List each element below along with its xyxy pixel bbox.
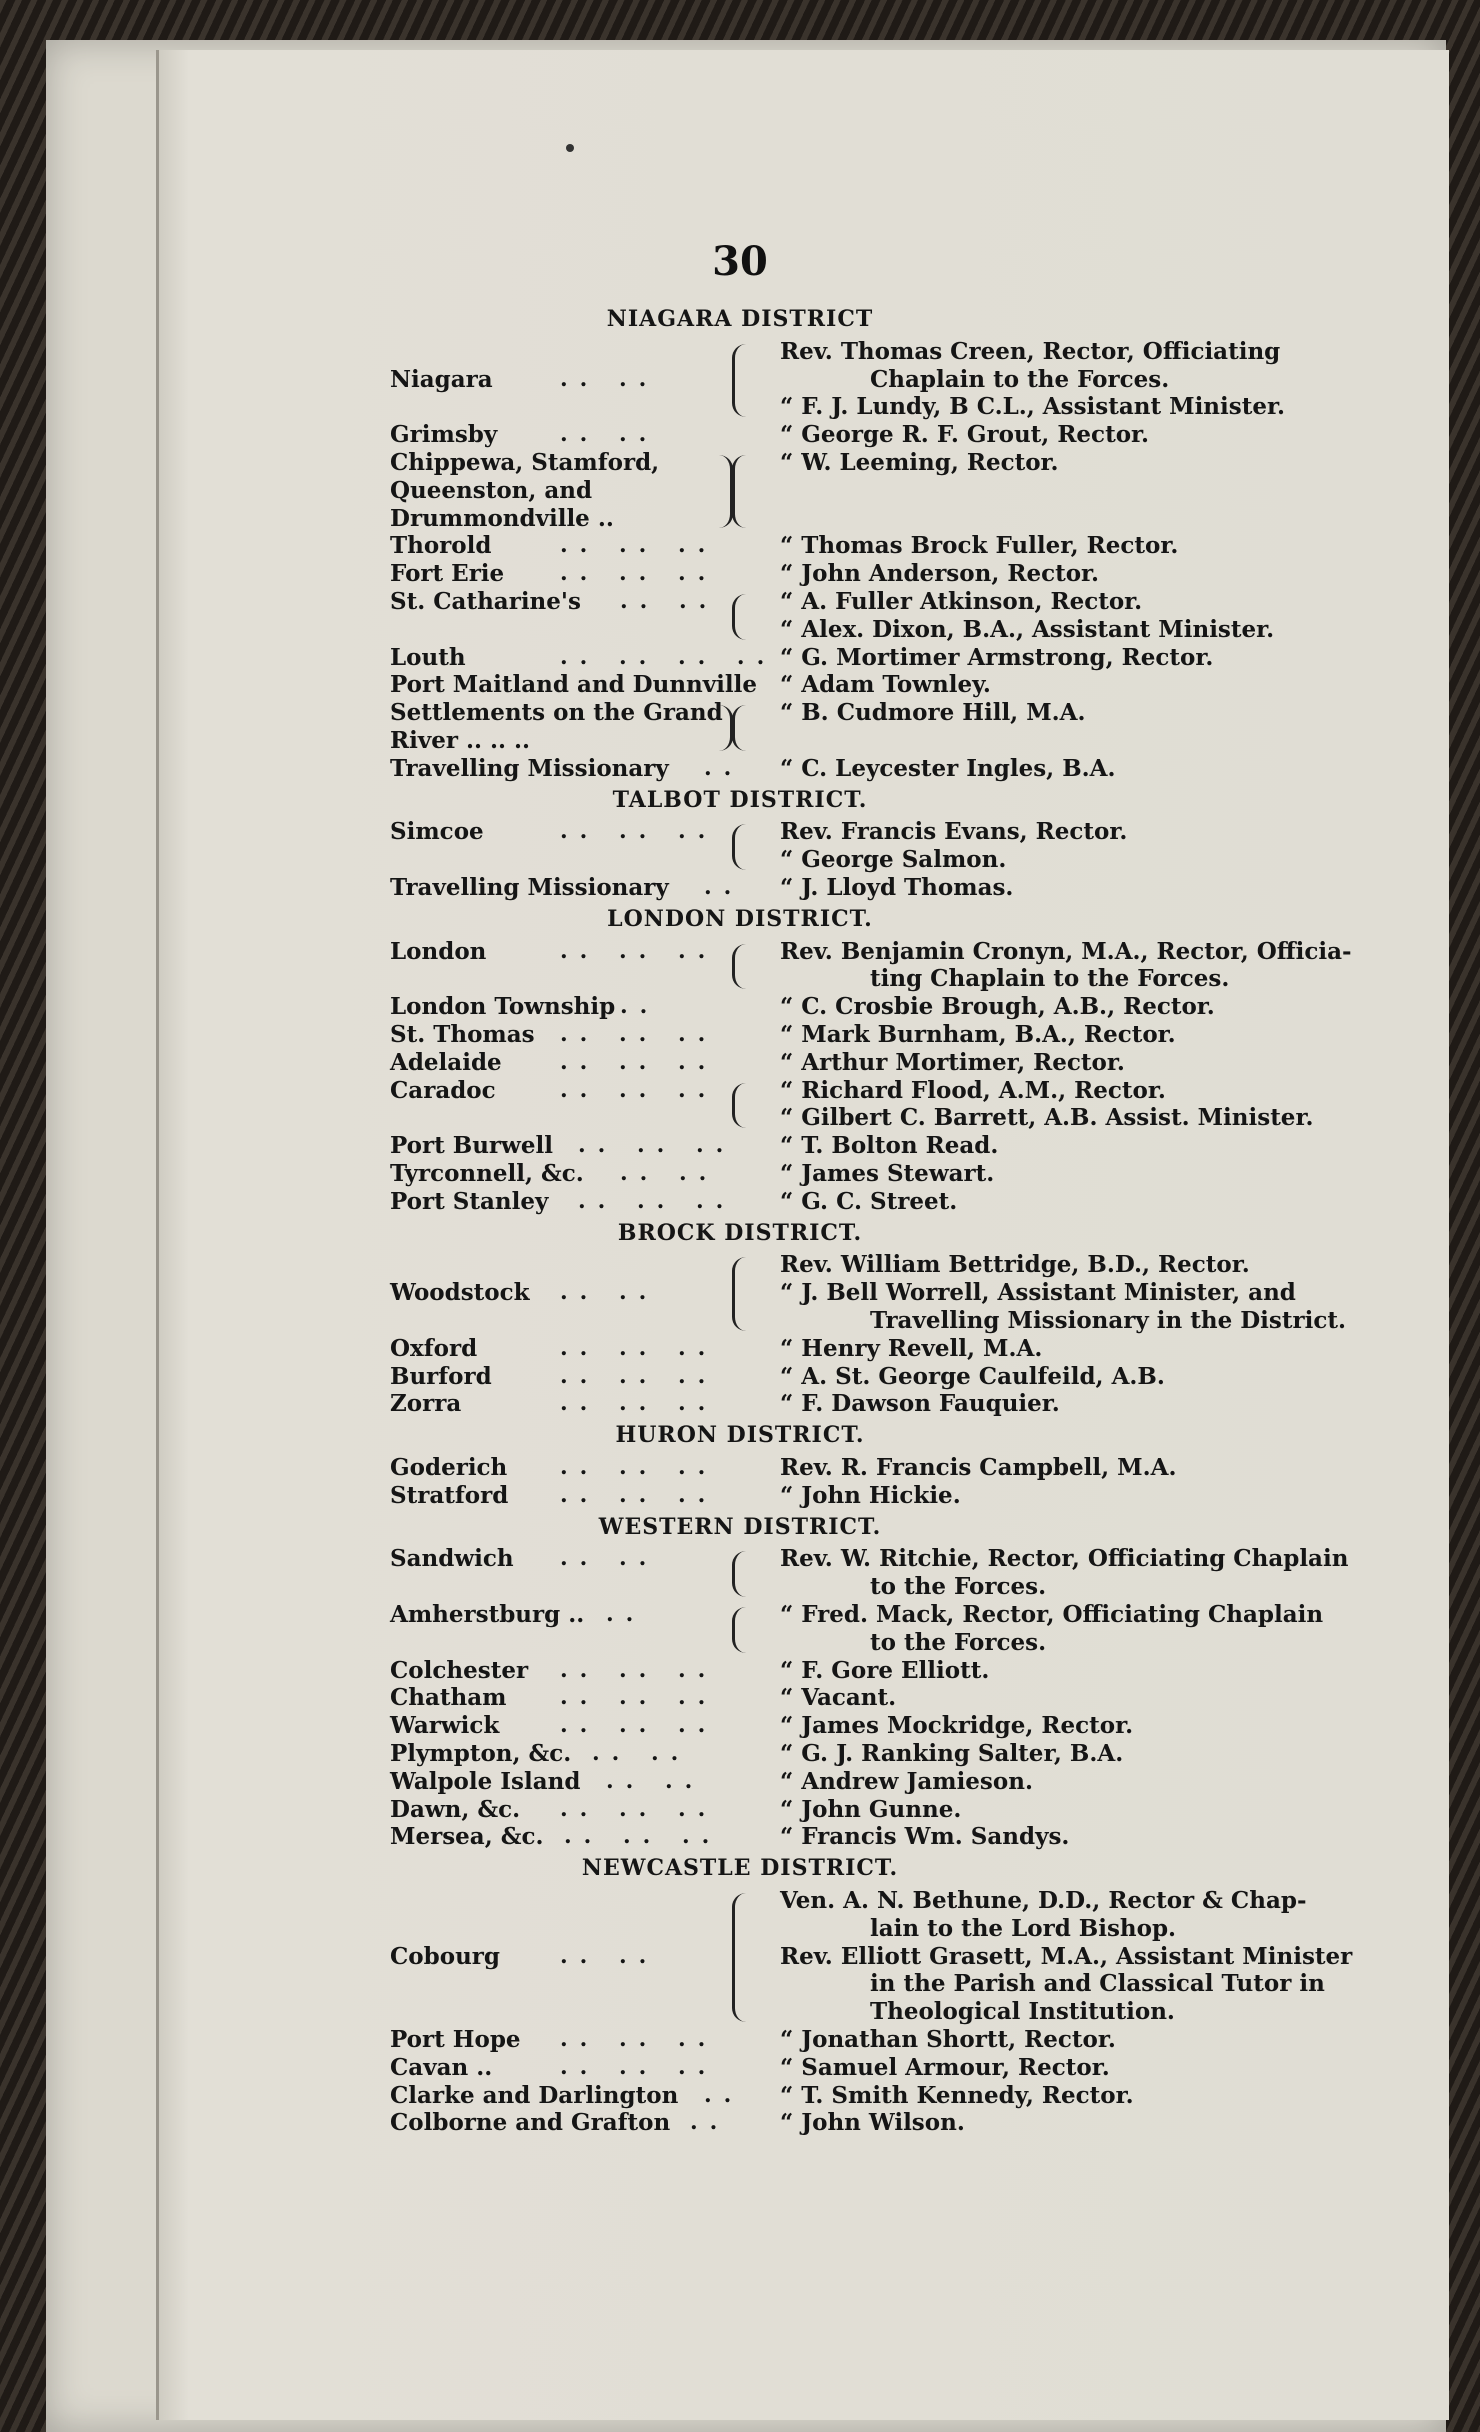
clergy-line: “ Richard Flood, A.M., Rector. [780, 1076, 1166, 1104]
leader-dots: .. .. .. [560, 1481, 718, 1508]
clergy-line: “ Arthur Mortimer, Rector. [780, 1048, 1125, 1076]
clergy-line: in the Parish and Classical Tutor in [870, 1970, 1325, 1998]
parish-name: Amherstburg .. [390, 1601, 585, 1628]
brace [716, 705, 733, 751]
parish-name: Dawn, &c. [390, 1795, 521, 1823]
clergy-line: “ Jonathan Shortt, Rector. [780, 2026, 1116, 2053]
leader-dots: .. [620, 993, 660, 1020]
parish-name: Sandwich [390, 1545, 514, 1573]
parish-name: Walpole Island [390, 1767, 581, 1795]
parish-name: Port Stanley [390, 1187, 549, 1215]
clergy-line: “ Andrew Jamieson. [780, 1767, 1033, 1795]
clergy-line: “ C. Crosbie Brough, A.B., Rector. [780, 993, 1215, 1021]
district-heading: TALBOT DISTRICT. [612, 786, 868, 813]
parish-name: Cavan .. [390, 2053, 493, 2081]
clergy-line: Ven. A. N. Bethune, D.D., Rector & Chap- [780, 1887, 1307, 1914]
clergy-line: “ James Mockridge, Rector. [780, 1712, 1134, 1740]
leader-dots: .. .. .. [560, 1362, 718, 1389]
leader-dots: .. .. .. [560, 1076, 718, 1103]
clergy-line: “ Samuel Armour, Rector. [780, 2053, 1110, 2081]
clergy-line: “ James Stewart. [780, 1160, 995, 1187]
parish-name: Fort Erie [390, 560, 505, 588]
clergy-line: “ W. Leeming, Rector. [780, 449, 1059, 476]
leader-dots: .. [690, 2109, 730, 2136]
district-heading: LONDON DISTRICT. [607, 905, 873, 932]
leader-dots: .. .. [560, 421, 659, 448]
leader-dots: .. .. .. [560, 560, 718, 587]
leader-dots: .. .. .. [560, 1454, 718, 1480]
leader-dots: .. .. [560, 1279, 659, 1306]
leader-dots: .. .. .. [560, 1021, 718, 1047]
clergy-line: Rev. William Bettridge, B.D., Rector. [780, 1251, 1250, 1279]
parish-name: St. Thomas [390, 1021, 535, 1048]
parish-name: Chippewa, Stamford, [390, 449, 660, 476]
clergy-line: ting Chaplain to the Forces. [870, 965, 1230, 993]
leader-dots: .. .. [620, 588, 719, 614]
clergy-line: “ J. Bell Worrell, Assistant Minister, and [780, 1279, 1296, 1307]
district-heading: NIAGARA DISTRICT [606, 306, 874, 332]
clergy-line: “ T. Bolton Read. [780, 1132, 999, 1160]
clergy-line: “ A. St. George Caulfeild, A.B. [780, 1362, 1165, 1390]
district-heading: WESTERN DISTRICT. [598, 1513, 882, 1540]
clergy-line: “ G. Mortimer Armstrong, Rector. [780, 643, 1214, 671]
parish-name: Port Hope [390, 2026, 521, 2053]
leader-dots: .. .. .. [560, 2026, 718, 2052]
parish-name: Louth [390, 643, 466, 671]
parish-name: St. Catharine's [390, 588, 581, 615]
clergy-line: “ Alex. Dixon, B.A., Assistant Minister. [780, 615, 1275, 643]
clergy-line: “ F. Gore Elliott. [780, 1656, 990, 1684]
leader-dots: .. .. [620, 1160, 719, 1186]
clergy-line: “ T. Smith Kennedy, Rector. [780, 2081, 1134, 2109]
clergy-line: “ John Wilson. [780, 2109, 965, 2137]
parish-name: Plympton, &c. [390, 1740, 572, 1767]
clergy-line: “ J. Lloyd Thomas. [780, 874, 1014, 901]
parish-name: Goderich [390, 1454, 508, 1481]
brace [732, 594, 749, 640]
clergy-line: “ F. J. Lundy, B C.L., Assistant Minister. [780, 393, 1285, 421]
leader-dots: .. .. .. [560, 818, 718, 845]
parish-name: Travelling Missionary [390, 754, 669, 782]
district-heading: HURON DISTRICT. [615, 1422, 865, 1449]
brace [732, 1607, 749, 1653]
clergy-line: “ Vacant. [780, 1684, 897, 1712]
parish-name: Oxford [390, 1334, 478, 1362]
leader-dots: .. [704, 754, 744, 781]
parish-name: Settlements on the Grand [390, 699, 723, 727]
leader-dots: .. .. [560, 365, 659, 392]
leader-dots: .. [606, 1601, 646, 1627]
parish-name: London Township [390, 993, 616, 1021]
clergy-line: Rev. Elliott Grasett, M.A., Assistant Minister [780, 1942, 1353, 1970]
clergy-line: “ Gilbert C. Barrett, A.B. Assist. Minister. [780, 1104, 1314, 1132]
parish-name: Caradoc [390, 1076, 496, 1104]
leader-dots: .. .. .. [560, 1048, 718, 1075]
parish-name: Tyrconnell, &c. [390, 1160, 584, 1187]
leader-dots: .. .. .. [560, 532, 718, 559]
leader-dots: .. .. .. [560, 1656, 718, 1683]
clergy-line: Rev. Francis Evans, Rector. [780, 818, 1128, 846]
clergy-line: Rev. Thomas Creen, Rector, Officiating [780, 337, 1281, 365]
clergy-line: Rev. Benjamin Cronyn, M.A., Rector, Officia- [780, 937, 1352, 965]
clergy-line: “ Mark Burnham, B.A., Rector. [780, 1021, 1176, 1048]
parish-name: Woodstock [390, 1279, 530, 1307]
brace [732, 1257, 749, 1330]
clergy-line: “ George R. F. Grout, Rector. [780, 421, 1150, 449]
parish-name: Niagara [390, 365, 493, 393]
leader-dots: .. .. .. [560, 1390, 718, 1417]
clergy-line: “ Francis Wm. Sandys. [780, 1823, 1070, 1851]
parish-name: Colborne and Grafton [390, 2109, 671, 2137]
parish-name: Travelling Missionary [390, 874, 669, 901]
clergy-line: “ C. Leycester Ingles, B.A. [780, 754, 1116, 782]
clergy-line: lain to the Lord Bishop. [870, 1914, 1177, 1942]
leader-dots: .. .. [606, 1767, 705, 1794]
parish-name: Stratford [390, 1481, 509, 1509]
parish-name: Cobourg [390, 1942, 500, 1970]
leader-dots: .. .. .. [560, 1795, 718, 1822]
clergy-line: Chaplain to the Forces. [870, 365, 1170, 393]
clergy-line: “ John Gunne. [780, 1795, 962, 1823]
leader-dots: .. .. .. [578, 1132, 736, 1159]
clergy-line: “ G. C. Street. [780, 1187, 958, 1215]
brace [732, 344, 749, 417]
clergy-line: Rev. W. Ritchie, Rector, Officiating Chaplain [780, 1545, 1349, 1573]
clergy-line: “ John Anderson, Rector. [780, 560, 1100, 588]
leader-dots: .. .. [560, 1942, 659, 1969]
parish-name: Port Maitland and Dunnville [390, 671, 757, 699]
clergy-line: “ Henry Revell, M.A. [780, 1334, 1043, 1362]
parish-name: Thorold [390, 532, 492, 560]
leader-dots: .. .. .. [560, 1684, 718, 1711]
district-heading: BROCK DISTRICT. [617, 1219, 863, 1246]
leader-dots: .. .. [560, 1545, 659, 1572]
parish-name: Port Burwell [390, 1132, 553, 1160]
brace [732, 824, 749, 870]
leader-dots: .. .. .. [560, 1712, 718, 1739]
clergy-line: Travelling Missionary in the District. [870, 1307, 1346, 1334]
parish-name: Clarke and Darlington [390, 2081, 679, 2109]
leader-dots: .. .. .. [578, 1187, 736, 1214]
brace [732, 1893, 749, 2022]
leader-dots: .. .. .. [564, 1823, 722, 1850]
brace [732, 944, 749, 990]
parish-name: Burford [390, 1362, 492, 1390]
parish-name: London [390, 937, 487, 965]
parish-name: River .. .. .. [390, 727, 531, 754]
page-number: 30 [712, 238, 768, 285]
leader-dots: .. .. .. [560, 1334, 718, 1361]
leader-dots: .. [704, 874, 744, 900]
parish-name: Queenston, and [390, 476, 593, 504]
parish-name: Mersea, &c. [390, 1823, 544, 1851]
parish-name: Adelaide [390, 1048, 502, 1076]
brace [716, 455, 733, 528]
leader-dots: .. [704, 2081, 744, 2108]
clergy-line: “ B. Cudmore Hill, M.A. [780, 699, 1086, 727]
clergy-line: to the Forces. [870, 1573, 1047, 1601]
clergy-line: “ G. J. Ranking Salter, B.A. [780, 1740, 1124, 1767]
parish-name: Grimsby [390, 421, 498, 449]
clergy-line: “ Thomas Brock Fuller, Rector. [780, 532, 1179, 560]
clergy-line: “ John Hickie. [780, 1481, 961, 1509]
clergy-line: to the Forces. [870, 1628, 1047, 1656]
leader-dots: .. .. .. [560, 937, 718, 964]
parish-name: Simcoe [390, 818, 484, 846]
clergy-line: “ Fred. Mack, Rector, Officiating Chaplain [780, 1601, 1324, 1628]
clergy-line: Rev. R. Francis Campbell, M.A. [780, 1454, 1177, 1481]
leader-dots: .. .. .. .. [560, 643, 777, 670]
brace [732, 1083, 749, 1129]
parish-name: Zorra [390, 1390, 462, 1418]
clergy-line: Theological Institution. [870, 1998, 1175, 2026]
clergy-line: “ George Salmon. [780, 846, 1007, 874]
parish-name: Chatham [390, 1684, 507, 1712]
leader-dots: .. .. .. [560, 2053, 718, 2080]
parish-name: Warwick [390, 1712, 500, 1740]
brace [732, 455, 749, 528]
clergy-line: “ Adam Townley. [780, 671, 991, 699]
parish-name: Colchester [390, 1656, 529, 1684]
leader-dots: .. .. [592, 1740, 691, 1766]
clergy-line: “ F. Dawson Fauquier. [780, 1390, 1060, 1418]
parish-name: Drummondville .. [390, 504, 614, 532]
clergy-line: “ A. Fuller Atkinson, Rector. [780, 588, 1143, 615]
brace [732, 1551, 749, 1597]
brace [732, 705, 749, 751]
district-heading: NEWCASTLE DISTRICT. [581, 1855, 899, 1882]
